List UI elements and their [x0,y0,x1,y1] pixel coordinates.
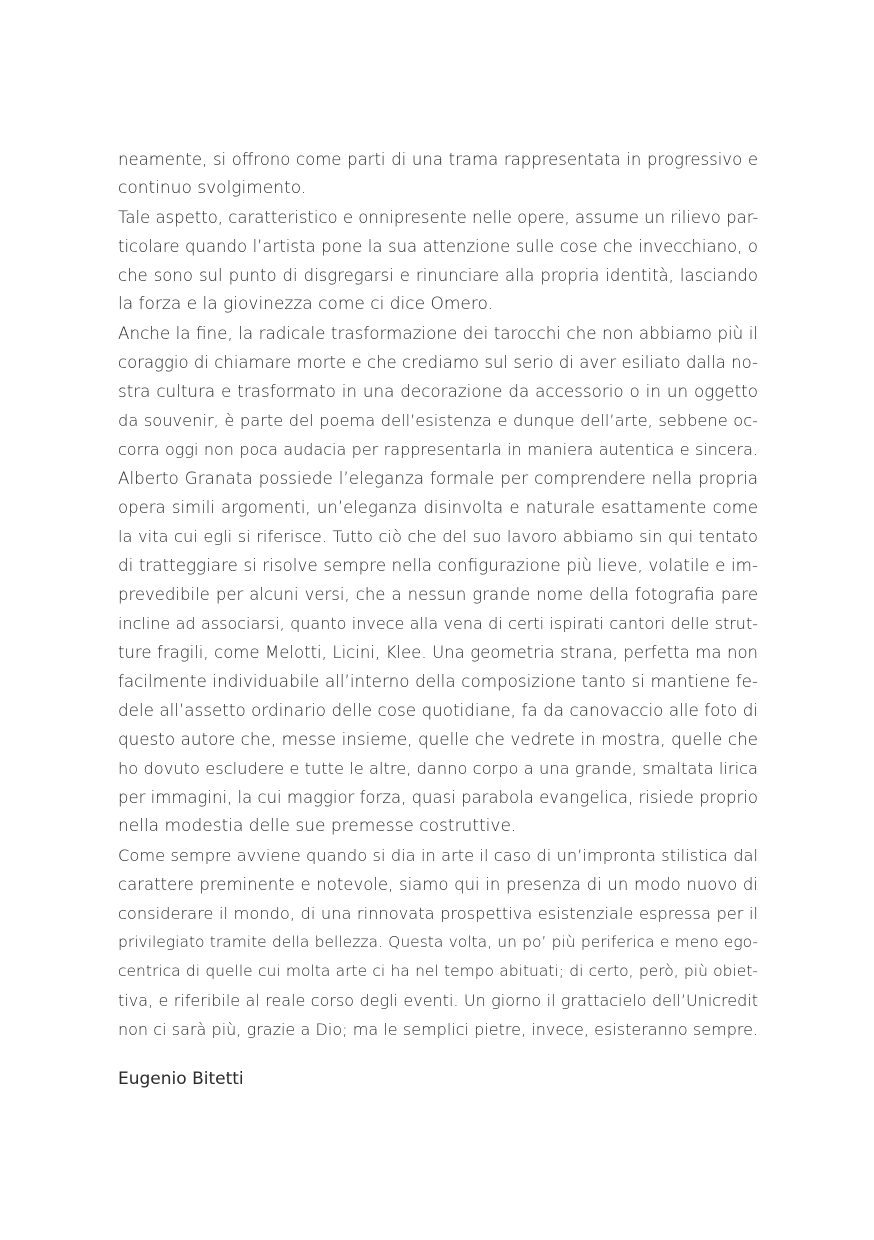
text-line: da souvenir, è parte del poema dell’esistenza e dunque dell’arte, sebbene oc- [118,411,758,430]
text-line: ho dovuto escludere e tutte le altre, danno corpo a una grande, smaltata lirica [118,759,758,778]
text-line: prevedibile per alcuni versi, che a nessun grande nome della fotografia pare [118,585,758,604]
text-line: privilegiato tramite della bellezza. Questa volta, un po’ più periferica e meno ego- [118,933,758,951]
text-line: dele all’assetto ordinario delle cose quotidiane, fa da canovaccio alle foto di [118,700,758,720]
text-line: neamente, si offrono come parti di una trama rappresentata in progressivo e [118,150,758,169]
text-line: stra cultura e trasformato in una decorazione da accessorio o in un oggetto [118,381,758,401]
text-line: di tratteggiare si risolve sempre nella configurazione più lieve, volatile e im- [118,555,758,575]
text-line: Anche la fine, la radicale trasformazione dei tarocchi che non abbiamo più il [118,323,758,343]
text-line: carattere preminente e notevole, siamo qui in presenza di un modo nuovo di [118,875,758,894]
body-text [118,145,758,1044]
text-line: Alberto Granata possiede l’eleganza formale per comprendere nella propria [118,468,758,488]
text-line: Come sempre avviene quando si dia in arte il caso di un’impronta stilistica dal [118,846,758,865]
text-line: tiva, e riferibile al reale corso degli eventi. Un giorno il grattacielo dell’Unicredit [118,991,758,1010]
text-line: opera simili argomenti, un’eleganza disinvolta e naturale esattamente come [118,498,758,517]
text-line: facilmente individuabile all’interno della composizione tanto si mantiene fe- [118,671,758,691]
text-line: questo autore che, messe insieme, quelle che vedrete in mostra, quelle che [118,729,758,749]
text-line: ture fragili, come Melotti, Licini, Klee. Una geometria strana, perfetta ma non [118,643,758,662]
text-line: la vita cui egli si riferisce. Tutto ciò che del suo lavoro abbiamo sin qui tentato [118,527,758,546]
text-line: nella modestia delle sue premesse costruttive. [118,816,517,836]
text-line: continuo svolgimento. [118,178,307,198]
text-line: Tale aspetto, caratteristico e onnipresente nelle opere, assume un rilievo par- [118,208,759,227]
text-line: per immagini, la cui maggior forza, quasi parabola evangelica, risiede proprio [118,788,758,807]
text-line: considerare il mondo, di una rinnovata prospettiva esistenziale espressa per il [118,904,758,923]
text-line: che sono sul punto di disgregarsi e rinunciare alla propria identità, lasciando [118,266,758,285]
text-line: la forza e la giovinezza come ci dice Omero. [118,294,493,314]
text-line: incline ad associarsi, quanto invece alla vena di certi ispirati cantori delle strut- [118,614,758,633]
text-line: coraggio di chiamare morte e che crediamo sul serio di aver esiliato dalla no- [118,353,758,372]
text-line: ticolare quando l’artista pone la sua attenzione sulle cose che invecchiano, o [118,237,758,256]
author-signature: Eugenio Bitetti [118,1069,244,1089]
text-line: corra oggi non poca audacia per rappresentarla in maniera autentica e sincera. [118,440,758,459]
text-line: centrica di quelle cui molta arte ci ha nel tempo abituati; di certo, però, più obiet- [118,962,758,980]
text-line: non ci sarà più, grazie a Dio; ma le semplici pietre, invece, esisteranno sempre. [118,1020,758,1039]
